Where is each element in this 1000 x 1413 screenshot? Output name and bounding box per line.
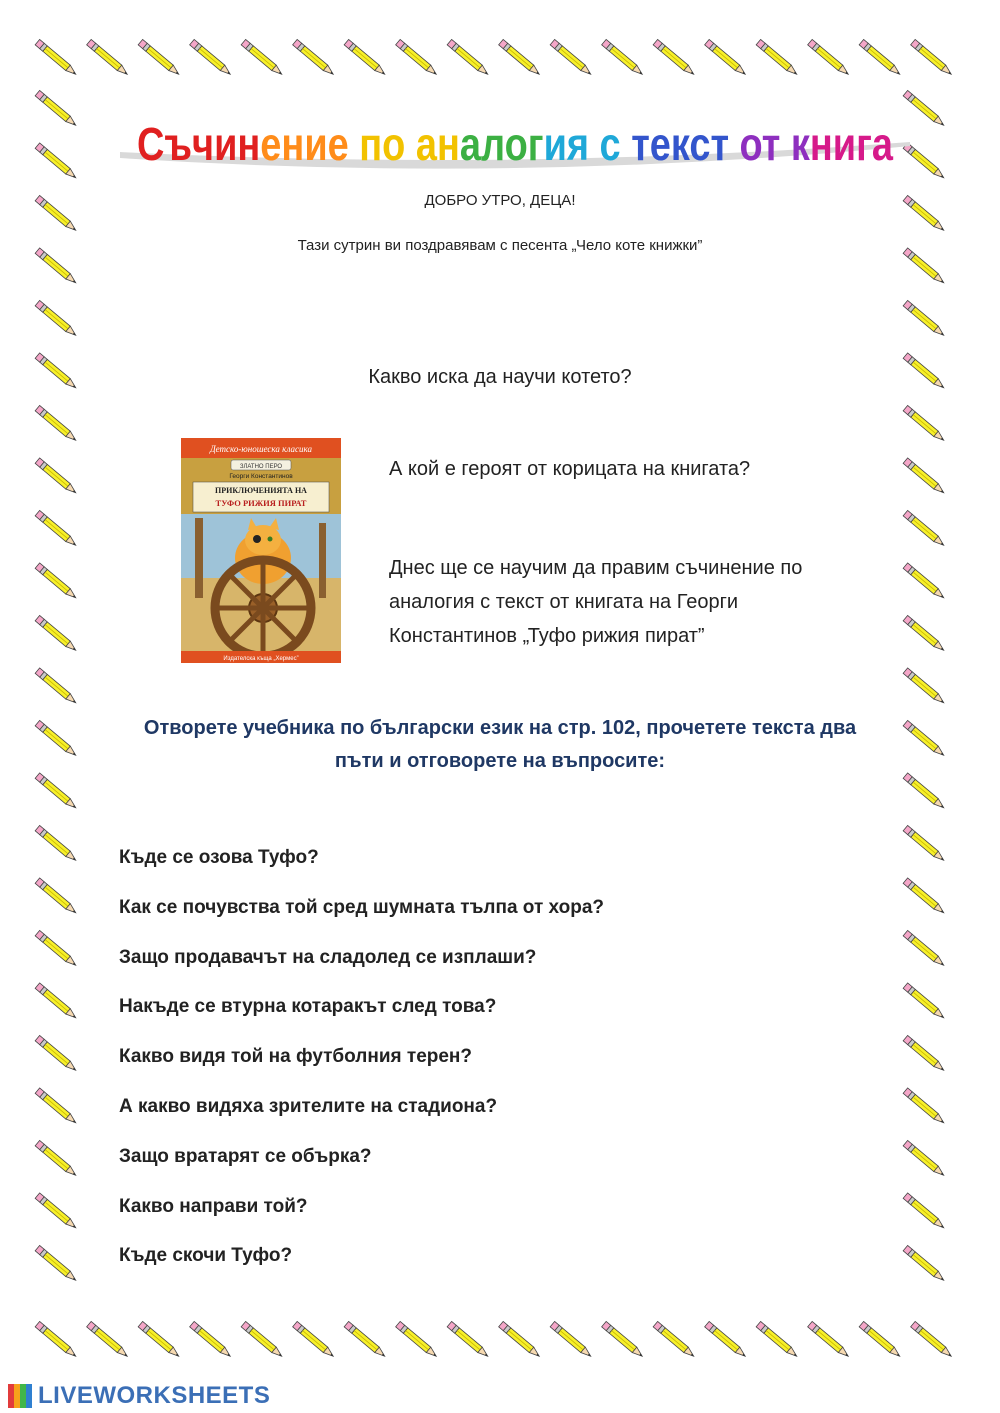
pencil-icon (903, 1245, 946, 1283)
instruction-line: Отворете учебника по български език на стр. 102, прочетете текста два (143, 717, 857, 739)
pencil-icon (705, 39, 748, 77)
pencil-icon (35, 983, 78, 1021)
pencil-icon (499, 1321, 542, 1359)
pencil-icon (241, 39, 284, 77)
pencil-icon (756, 39, 799, 77)
intro-line: аналогия с текст от книгата на Георги (389, 591, 739, 613)
pencil-icon (35, 510, 78, 548)
pencil-icon (903, 615, 946, 653)
song-line: Тази сутрин ви поздравявам с песента „Чело коте книжки” (297, 237, 703, 254)
pencil-icon (35, 39, 78, 77)
pencil-icon (344, 39, 387, 77)
liveworksheets-logo (8, 1383, 270, 1409)
pencil-icon (35, 1035, 78, 1073)
pencil-icon (190, 1321, 233, 1359)
pencil-icon (903, 720, 946, 758)
pencil-icon (903, 825, 946, 863)
page-title: Съчинение по аналогия с текст от книга (137, 118, 898, 170)
pencil-icon (35, 1088, 78, 1126)
hero-question: А кой е героят от корицата на книгата? (389, 458, 751, 480)
pencil-icon (87, 1321, 130, 1359)
pencil-icon (550, 39, 593, 77)
pencil-icon (903, 1088, 946, 1126)
pencil-icon (903, 983, 946, 1021)
question-item: А какво видяха зрителите на стадиона? (119, 1095, 498, 1117)
pencil-icon (35, 300, 78, 338)
intro-paragraph (389, 551, 802, 653)
pencil-icon (903, 930, 946, 968)
book-title-2: ТУФО РИЖИЯ ПИРАТ (215, 498, 307, 508)
question-item: Какво видя той на футболния терен? (119, 1046, 473, 1068)
pencil-icon (241, 1321, 284, 1359)
pencil-icon (35, 405, 78, 443)
pencil-icon (35, 1140, 78, 1178)
pencil-icon (756, 1321, 799, 1359)
pencil-icon (293, 1321, 336, 1359)
pencil-icon (138, 1321, 181, 1359)
question-item: Какво направи той? (119, 1195, 308, 1217)
instruction (100, 712, 900, 778)
pencil-icon (903, 1035, 946, 1073)
pencil-icon (35, 1321, 78, 1359)
pencil-icon (903, 458, 946, 496)
pencil-icon (859, 39, 902, 77)
question-item: Как се почувства той сред шумната тълпа от хора? (119, 896, 605, 918)
pencil-icon (396, 39, 439, 77)
pencil-icon (903, 773, 946, 811)
title-banner (115, 112, 915, 182)
pencil-icon (344, 1321, 387, 1359)
pencil-icon (911, 39, 954, 77)
book-badge: ЗЛАТНО ПЕРО (239, 464, 283, 470)
instruction-line: пъти и отговорете на въпросите: (334, 750, 666, 772)
intro-line: Днес ще се научим да правим съчинение по (389, 557, 803, 579)
question-item: Защо продавачът на сладолед се изплаши? (119, 946, 537, 968)
book-title-1: ПРИКЛЮЧЕНИЯТА НА (215, 486, 307, 495)
greeting: ДОБРО УТРО, ДЕЦА! (424, 192, 576, 209)
question-list (119, 842, 604, 1290)
pencil-icon (190, 39, 233, 77)
liveworksheets-icon (8, 1383, 38, 1409)
pencil-icon (903, 300, 946, 338)
pencil-icon (653, 1321, 696, 1359)
pencil-icon (447, 39, 490, 77)
pencil-icon (35, 458, 78, 496)
pencil-icon (35, 1193, 78, 1231)
pencil-icon (911, 1321, 954, 1359)
book-series: Детско-юношеска класика (209, 444, 313, 454)
pencil-icon (35, 143, 78, 181)
pencil-icon (550, 1321, 593, 1359)
book-publisher: Издателска къща „Хермес” (223, 656, 299, 662)
pencil-icon (396, 1321, 439, 1359)
pencil-icon (705, 1321, 748, 1359)
pencil-icon (35, 930, 78, 968)
pencil-icon (903, 405, 946, 443)
pencil-icon (903, 668, 946, 706)
pencil-icon (35, 90, 78, 128)
book-author: Георги Константинов (229, 473, 293, 480)
pencil-icon (859, 1321, 902, 1359)
pencil-icon (903, 563, 946, 601)
pencil-icon (808, 39, 851, 77)
pencil-icon (903, 1193, 946, 1231)
pencil-icon (35, 878, 78, 916)
pencil-icon (903, 1140, 946, 1178)
logo-text: LIVEWORKSHEETS (38, 1382, 271, 1409)
question-item: Накъде се втурна котаракът след това? (119, 996, 497, 1018)
pencil-icon (602, 1321, 645, 1359)
book-cover-image (181, 438, 341, 663)
pencil-icon (138, 39, 181, 77)
pencil-icon (35, 563, 78, 601)
intro-line: Константинов „Туфо рижия пират” (389, 625, 705, 647)
pencil-icon (499, 39, 542, 77)
pencil-icon (35, 615, 78, 653)
pencil-icon (35, 668, 78, 706)
pencil-icon (447, 1321, 490, 1359)
question-item: Къде се озова Туфо? (119, 847, 319, 868)
pencil-icon (35, 773, 78, 811)
pencil-icon (653, 39, 696, 77)
cat-question: Какво иска да научи котето? (368, 366, 632, 388)
pencil-icon (35, 825, 78, 863)
pencil-icon (35, 720, 78, 758)
question-item: Къде скочи Туфо? (119, 1245, 293, 1267)
question-item: Защо вратарят се обърка? (119, 1145, 372, 1167)
pencil-icon (293, 39, 336, 77)
pencil-icon (602, 39, 645, 77)
pencil-icon (35, 1245, 78, 1283)
pencil-icon (903, 510, 946, 548)
pencil-icon (808, 1321, 851, 1359)
pencil-icon (87, 39, 130, 77)
pencil-icon (903, 878, 946, 916)
